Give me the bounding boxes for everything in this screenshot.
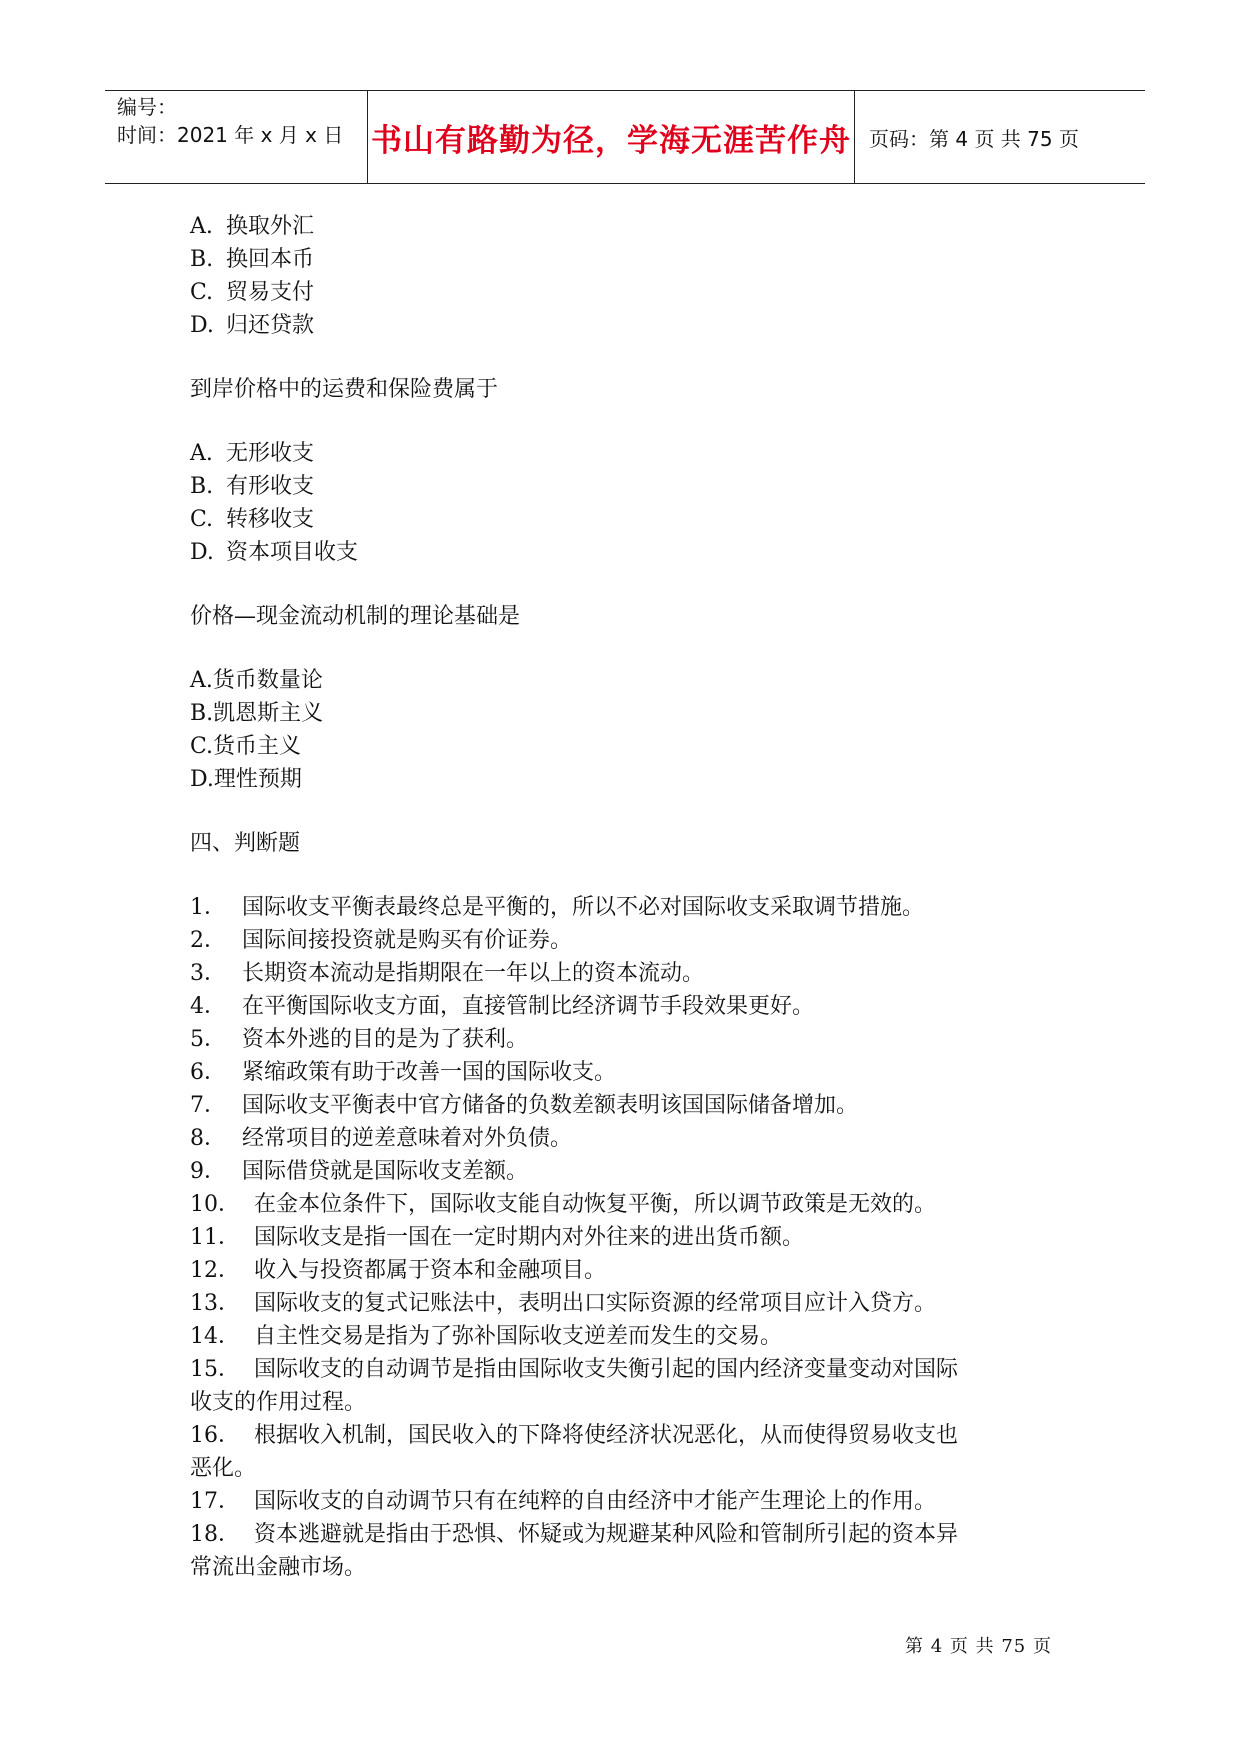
list-item: 12． 收入与投资都属于资本和金融项目。 xyxy=(190,1258,607,1283)
option-b: B. 换回本币 xyxy=(190,247,315,272)
time-label: 时间：2021 年 x 月 x 日 xyxy=(117,123,344,147)
header-left-cell xyxy=(105,91,368,183)
q1-options xyxy=(190,210,1070,342)
document-body xyxy=(190,210,1070,1584)
list-item: 2． 国际间接投资就是购买有价证券。 xyxy=(190,928,573,953)
header-page-label: 页码：第 4 页 共 75 页 xyxy=(869,126,1079,151)
option-c: C. 转移收支 xyxy=(190,507,315,532)
list-item: 18． 资本逃避就是指由于恐惧、怀疑或为规避某种风险和管制所引起的资本异 常流出金融市场。 xyxy=(190,1522,959,1580)
list-item: 10． 在金本位条件下，国际收支能自动恢复平衡，所以调节政策是无效的。 xyxy=(190,1192,937,1217)
q3-stem: 价格—现金流动机制的理论基础是 xyxy=(190,604,521,629)
option-a: A. 无形收支 xyxy=(190,441,315,466)
q3-options xyxy=(190,664,1070,796)
header-motto: 书山有路勤为径，学海无涯苦作舟 xyxy=(368,91,855,183)
list-item: 1． 国际收支平衡表最终总是平衡的，所以不必对国际收支采取调节措施。 xyxy=(190,895,925,920)
list-item: 14． 自主性交易是指为了弥补国际收支逆差而发生的交易。 xyxy=(190,1324,783,1349)
list-item: 6． 紧缩政策有助于改善一国的国际收支。 xyxy=(190,1060,617,1085)
option-a: A. 换取外汇 xyxy=(190,214,315,239)
list-item: 16． 根据收入机制，国民收入的下降将使经济状况恶化，从而使得贸易收支也 恶化。 xyxy=(190,1423,959,1481)
list-item: 7． 国际收支平衡表中官方储备的负数差额表明该国国际储备增加。 xyxy=(190,1093,859,1118)
option-d: D. 归还贷款 xyxy=(190,313,315,338)
option-a: A.货币数量论 xyxy=(190,668,323,693)
judgment-list xyxy=(190,891,1070,1584)
q2-options xyxy=(190,437,1070,569)
option-c: C. 贸易支付 xyxy=(190,280,315,305)
option-d: D.理性预期 xyxy=(190,767,302,792)
list-item: 3． 长期资本流动是指期限在一年以上的资本流动。 xyxy=(190,961,705,986)
list-item: 15． 国际收支的自动调节是指由国际收支失衡引起的国内经济变量变动对国际 收支的作用过程。 xyxy=(190,1357,959,1415)
page-header xyxy=(105,90,1145,184)
option-c: C.货币主义 xyxy=(190,734,302,759)
option-b: B. 有形收支 xyxy=(190,474,315,499)
q2-stem: 到岸价格中的运费和保险费属于 xyxy=(190,377,499,402)
list-item: 8． 经常项目的逆差意味着对外负债。 xyxy=(190,1126,573,1151)
list-item: 4． 在平衡国际收支方面，直接管制比经济调节手段效果更好。 xyxy=(190,994,815,1019)
list-item: 5． 资本外逃的目的是为了获利。 xyxy=(190,1027,529,1052)
list-item: 13． 国际收支的复式记账法中，表明出口实际资源的经常项目应计入贷方。 xyxy=(190,1291,937,1316)
option-b: B.凯恩斯主义 xyxy=(190,701,324,726)
option-d: D. 资本项目收支 xyxy=(190,540,359,565)
serial-label: 编号： xyxy=(117,95,177,119)
list-item: 17． 国际收支的自动调节只有在纯粹的自由经济中才能产生理论上的作用。 xyxy=(190,1489,937,1514)
list-item: 9． 国际借贷就是国际收支差额。 xyxy=(190,1159,529,1184)
list-item: 11． 国际收支是指一国在一定时期内对外往来的进出货币额。 xyxy=(190,1225,805,1250)
section-title: 四、判断题 xyxy=(190,831,301,856)
page-footer: 第 4 页 共 75 页 xyxy=(905,1636,1052,1657)
